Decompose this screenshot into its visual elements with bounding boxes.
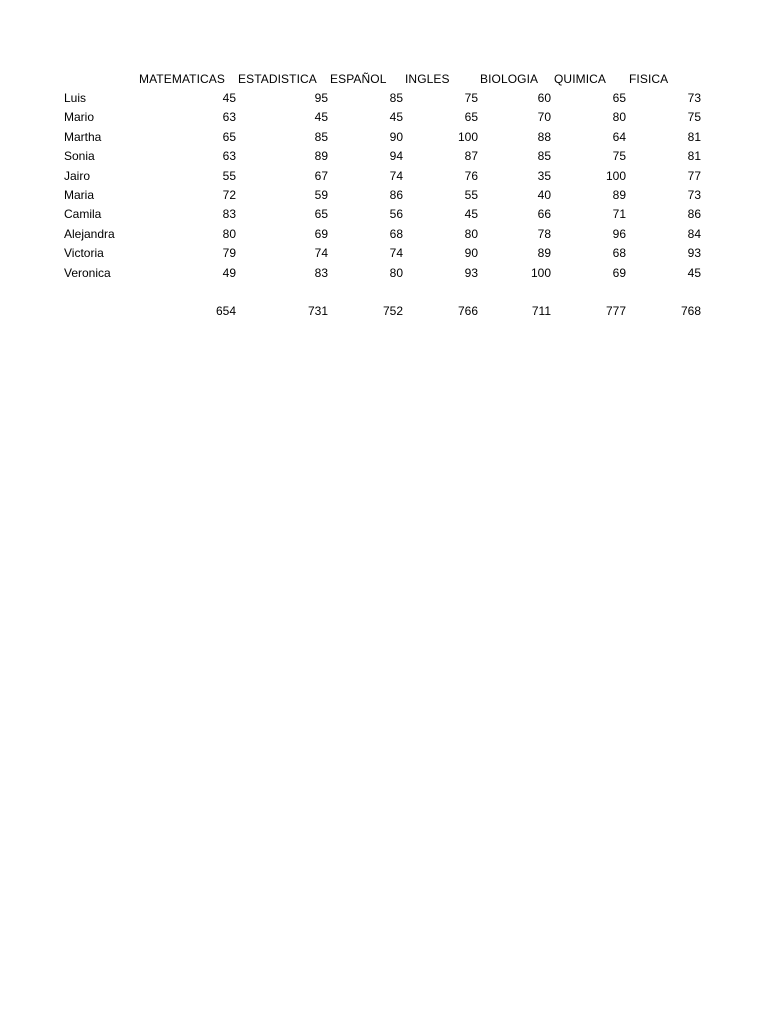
column-header: FISICA: [629, 72, 669, 86]
score-cell: 59: [314, 188, 328, 202]
score-cell: 65: [314, 207, 328, 222]
score-cell: 100: [605, 168, 626, 183]
score-cell: 87: [464, 149, 478, 164]
column-header: ESTADISTICA: [238, 72, 317, 86]
score-cell: 64: [612, 129, 626, 144]
score-cell: 89: [314, 149, 328, 164]
total-cell: 768: [680, 304, 701, 318]
score-cell: 100: [530, 265, 551, 280]
score-cell: 79: [222, 246, 236, 261]
score-cell: 77: [687, 168, 701, 183]
score-cell: 80: [464, 226, 478, 241]
score-cell: 96: [612, 226, 626, 241]
score-cell: 68: [612, 246, 626, 261]
score-cell: 67: [314, 168, 328, 183]
student-name: Maria: [64, 188, 95, 202]
score-cell: 93: [464, 265, 478, 280]
score-cell: 72: [222, 188, 236, 202]
score-cell: 85: [537, 149, 551, 164]
column-header: MATEMATICAS: [139, 72, 225, 86]
score-cell: 69: [612, 265, 626, 280]
score-cell: 75: [612, 149, 626, 164]
score-cell: 49: [222, 265, 236, 280]
score-cell: 60: [537, 91, 551, 105]
score-cell: 68: [389, 226, 403, 241]
score-cell: 84: [687, 226, 701, 241]
score-cell: 81: [687, 129, 701, 144]
student-name: Alejandra: [64, 226, 115, 241]
score-cell: 55: [464, 188, 478, 202]
column-header: QUIMICA: [554, 72, 607, 86]
score-cell: 80: [612, 110, 626, 125]
student-name: Martha: [64, 129, 102, 144]
student-name: Victoria: [64, 246, 104, 261]
score-cell: 45: [464, 207, 478, 222]
score-cell: 65: [612, 91, 626, 105]
score-cell: 100: [457, 129, 478, 144]
column-header: INGLES: [405, 72, 450, 86]
column-header: ESPAÑOL: [330, 72, 387, 86]
score-cell: 56: [389, 207, 403, 222]
student-name: Camila: [64, 207, 102, 222]
score-cell: 45: [687, 265, 701, 280]
score-cell: 94: [389, 149, 403, 164]
total-cell: 777: [605, 304, 626, 318]
score-cell: 45: [222, 91, 236, 105]
score-cell: 86: [389, 188, 403, 202]
total-cell: 654: [215, 304, 236, 318]
score-cell: 66: [537, 207, 551, 222]
total-cell: 766: [457, 304, 478, 318]
student-name: Luis: [64, 91, 87, 105]
score-cell: 85: [389, 91, 403, 105]
score-cell: 70: [537, 110, 551, 125]
score-cell: 89: [612, 188, 626, 202]
score-cell: 73: [687, 91, 701, 105]
score-cell: 80: [222, 226, 236, 241]
score-cell: 45: [389, 110, 403, 125]
score-cell: 74: [314, 246, 328, 261]
score-cell: 76: [464, 168, 478, 183]
student-name: Sonia: [64, 149, 95, 164]
score-cell: 80: [389, 265, 403, 280]
score-cell: 89: [537, 246, 551, 261]
student-name: Jairo: [64, 168, 91, 183]
score-cell: 71: [612, 207, 626, 222]
score-cell: 75: [687, 110, 701, 125]
total-cell: 752: [382, 304, 403, 318]
score-cell: 65: [222, 129, 236, 144]
score-cell: 63: [222, 149, 236, 164]
score-cell: 75: [464, 91, 478, 105]
student-name: Mario: [64, 110, 95, 125]
score-cell: 90: [464, 246, 478, 261]
score-cell: 90: [389, 129, 403, 144]
score-cell: 83: [314, 265, 328, 280]
score-cell: 35: [537, 168, 551, 183]
score-cell: 73: [687, 188, 701, 202]
score-cell: 85: [314, 129, 328, 144]
score-cell: 86: [687, 207, 701, 222]
total-cell: 731: [307, 304, 328, 318]
score-cell: 74: [389, 246, 403, 261]
score-cell: 65: [464, 110, 478, 125]
score-cell: 81: [687, 149, 701, 164]
score-cell: 74: [389, 168, 403, 183]
score-cell: 40: [537, 188, 551, 202]
score-cell: 83: [222, 207, 236, 222]
column-header: BIOLOGIA: [480, 72, 539, 86]
score-cell: 45: [314, 110, 328, 125]
score-cell: 93: [687, 246, 701, 261]
score-cell: 95: [314, 91, 328, 105]
score-cell: 69: [314, 226, 328, 241]
student-name: Veronica: [64, 265, 111, 280]
score-cell: 63: [222, 110, 236, 125]
score-cell: 55: [222, 168, 236, 183]
score-cell: 88: [537, 129, 551, 144]
total-cell: 711: [531, 304, 551, 318]
score-cell: 78: [537, 226, 551, 241]
